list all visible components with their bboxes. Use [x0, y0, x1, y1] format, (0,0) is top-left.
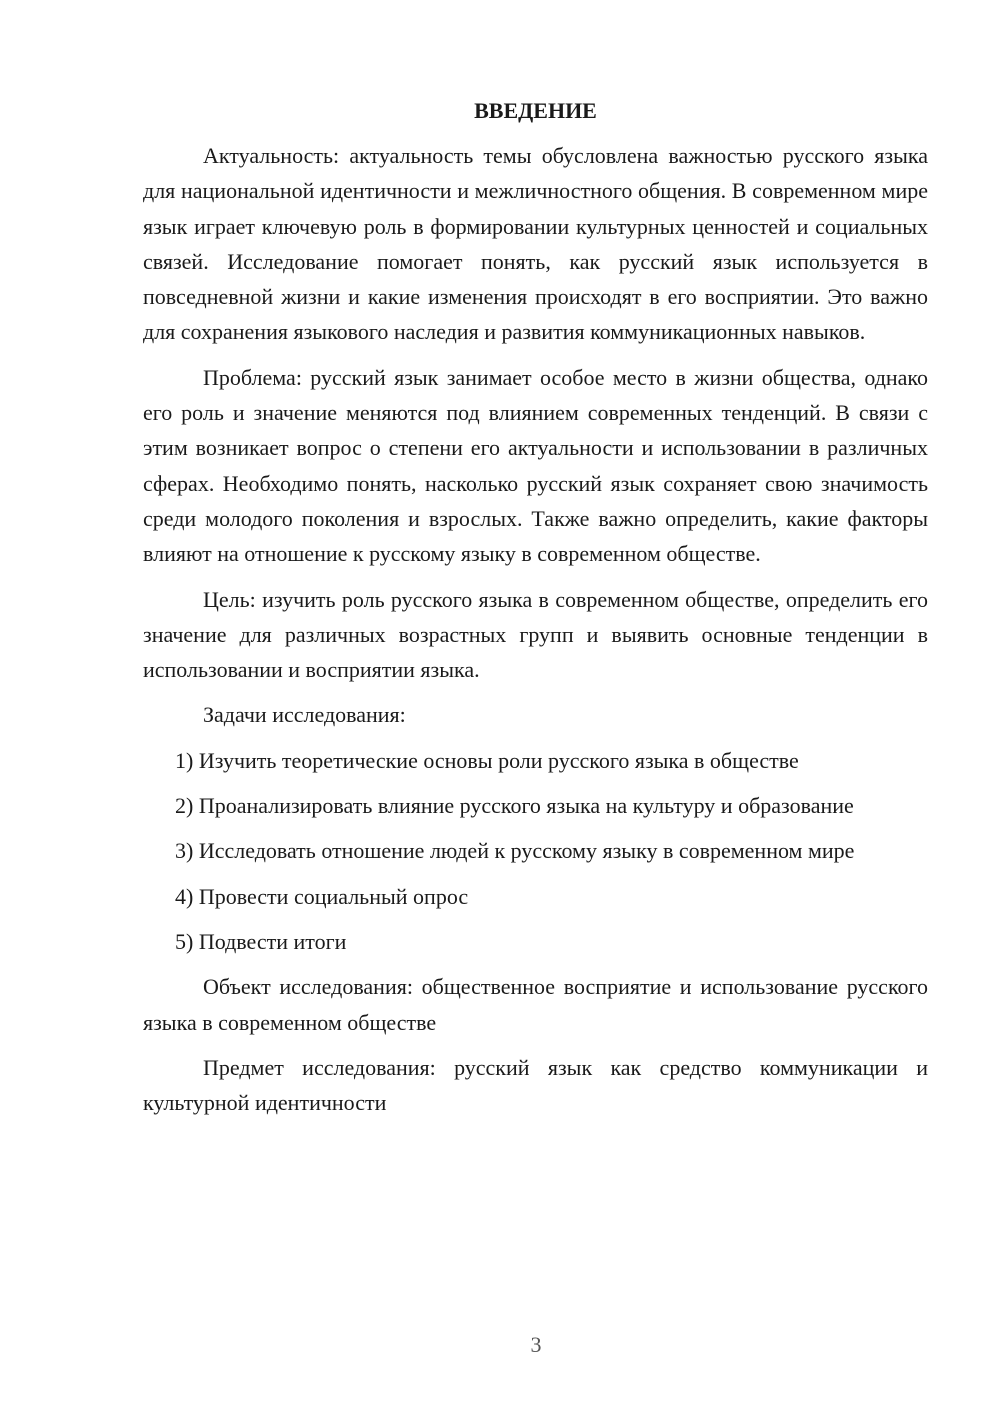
task-item-5: 5) Подвести итоги: [175, 928, 347, 954]
page-number: 3: [530, 1332, 542, 1357]
task-item-2: 2) Проанализировать влияние русского языка на культуру и образование: [175, 793, 854, 819]
paragraph-problem: Проблема: русский язык занимает особое место в жизни общества, однако его роль и значение меняются под влиянием современных тенденций. В связи с этим возникает вопрос о степени его актуальности и использовании в различных сферах. Необходимо понять, насколько русский язык сохраняет свою значимость среди молодого поколения и взрослых. Также важно определить, какие факторы влияют на отношение к русскому языку в современном обществе.: [143, 364, 928, 567]
task-item-4: 4) Провести социальный опрос: [175, 883, 469, 909]
task-item-1: 1) Изучить теоретические основы роли русского языка в обществе: [175, 747, 799, 773]
paragraph-goal: Цель: изучить роль русского языка в современном обществе, определить его значение для различных возрастных групп и выявить основные тенденции в использовании и восприятии языка.: [143, 586, 928, 683]
task-item-3: 3) Исследовать отношение людей к русскому языку в современном мире: [175, 838, 855, 864]
page-title: ВВЕДЕНИЕ: [474, 98, 597, 123]
paragraph-subject: Предмет исследования: русский язык как средство коммуникации и культурной идентичности: [143, 1054, 928, 1116]
paragraph-object: Объект исследования: общественное восприятие и использование русского языка в современном обществе: [143, 974, 928, 1035]
paragraph-relevance: Актуальность: актуальность темы обусловлена важностью русского языка для национальной идентичности и межличностного общения. В современном мире язык играет ключевую роль в формировании культурных ценностей и социальных связей. Исследование помогает понять, как русский язык используется в повседневной жизни и какие изменения происходят в его восприятии. Это важно для сохранения языкового наследия и развития коммуникационных навыков.: [143, 143, 928, 345]
document-page: [143, 90, 928, 1130]
paragraph-tasks-heading: Задачи исследования:: [203, 702, 406, 728]
